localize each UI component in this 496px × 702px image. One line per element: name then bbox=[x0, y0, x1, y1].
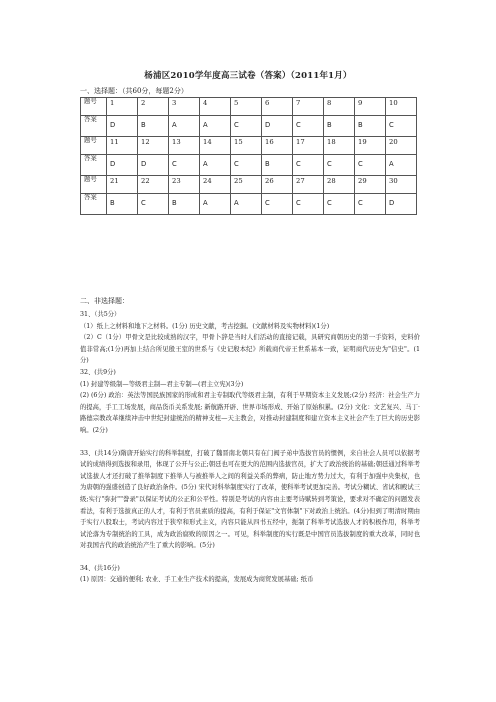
question-number: 16 bbox=[262, 137, 293, 155]
question-number: 5 bbox=[231, 98, 262, 116]
question-number: 22 bbox=[138, 176, 169, 194]
question-number: 6 bbox=[262, 98, 293, 116]
answer-cell: D bbox=[262, 115, 293, 137]
question-number: 27 bbox=[293, 176, 324, 194]
question-number: 8 bbox=[324, 98, 355, 116]
answer-cell: D bbox=[386, 193, 417, 215]
row-header-answer: 答案 bbox=[81, 115, 107, 137]
question-number: 18 bbox=[324, 137, 355, 155]
answer-row bbox=[81, 154, 417, 176]
answer-cell: A bbox=[200, 154, 231, 176]
answer-cell: B bbox=[324, 115, 355, 137]
answer-table bbox=[80, 97, 417, 215]
answer-cell: C bbox=[324, 193, 355, 215]
page-title: 杨浦区2010学年度高三试卷（答案）（2011年1月） bbox=[144, 71, 352, 81]
section1-heading: 一、选择题：（共60分，每题2分） bbox=[80, 87, 188, 95]
question-number: 14 bbox=[200, 137, 231, 155]
answer-cell: D bbox=[107, 154, 138, 176]
q34-part1: (1) 原因：交通的便利; 农业、手工业生产技术的提高，发展成为商贸发展基础; 纸币 bbox=[80, 576, 314, 584]
answer-cell: C bbox=[169, 154, 200, 176]
question-number-row bbox=[81, 98, 417, 116]
answer-cell: B bbox=[262, 154, 293, 176]
question-number: 12 bbox=[138, 137, 169, 155]
question-number: 24 bbox=[200, 176, 231, 194]
section2-heading: 二、非选择题： bbox=[80, 297, 129, 305]
row-header-question: 题号 bbox=[81, 137, 107, 155]
question-number: 29 bbox=[355, 176, 386, 194]
answer-row bbox=[81, 115, 417, 137]
question-number: 10 bbox=[386, 98, 417, 116]
question-number-row bbox=[81, 137, 417, 155]
answer-cell: A bbox=[386, 154, 417, 176]
question-number: 25 bbox=[231, 176, 262, 194]
question-number: 17 bbox=[293, 137, 324, 155]
answer-cell: B bbox=[355, 115, 386, 137]
q31-part2: （2）C（1分）甲骨文是比较成熟的汉字，甲骨卜辞是当时人们活动的直接记载，具研究商朝历史的第一手资料，史料价值非常高;(1分)再加上结合所见殷王室的世系与《史记殷本纪》所载商代帝王世系基本一致，证明商代历史为"信史"。(1分) bbox=[80, 334, 420, 365]
answer-row bbox=[81, 193, 417, 215]
answer-cell: C bbox=[293, 193, 324, 215]
answer-cell: C bbox=[231, 115, 262, 137]
answer-cell: B bbox=[138, 115, 169, 137]
question-number: 13 bbox=[169, 137, 200, 155]
question-number: 15 bbox=[231, 137, 262, 155]
answer-cell: C bbox=[293, 154, 324, 176]
question-number: 4 bbox=[200, 98, 231, 116]
answer-cell: B bbox=[107, 193, 138, 215]
answer-cell: A bbox=[200, 193, 231, 215]
q34-heading: 34、(共16分) bbox=[80, 564, 120, 572]
answer-cell: C bbox=[138, 193, 169, 215]
question-number: 1 bbox=[107, 98, 138, 116]
answer-cell: C bbox=[355, 193, 386, 215]
question-number: 2 bbox=[138, 98, 169, 116]
question-number-row bbox=[81, 176, 417, 194]
question-number: 3 bbox=[169, 98, 200, 116]
question-number: 30 bbox=[386, 176, 417, 194]
answer-cell: D bbox=[138, 154, 169, 176]
row-header-answer: 答案 bbox=[81, 154, 107, 176]
answer-cell: B bbox=[169, 193, 200, 215]
answer-cell: C bbox=[324, 154, 355, 176]
answer-cell: A bbox=[169, 115, 200, 137]
question-number: 9 bbox=[355, 98, 386, 116]
q32-part2: (2) (6分) 政治：英法等国民族国家的形成和君主专制取代等级君主制，有利于早期资本主义发展;(2分) 经济：社会生产力的提高，手工工场发展，商品货币关系发展; 新航路开辟、世界市场形成、开始了原始积累。(2分) 文化：文艺复兴、马丁·路德宗教改革继续冲击中世纪封建统治的精神支柱—天主教会，对推动封建制度和建立资本主义社会产生了巨大的历史影响。(2分) bbox=[80, 392, 420, 434]
answer-cell: C bbox=[231, 154, 262, 176]
q33-answer: 33、(共14分)隋唐开始实行的科举制度，打破了魏晋南北朝只有在门阀子弟中选拔官员的惯例，来自社会人员可以依据考试的成绩得到选拔和录用，体现了公开与公正;朝廷也可在更大的范围内选拔官员，扩大了政治统治的基础;朝廷通过科举考试选拔人才还打破了推举制度下推举人与被推举人之间的利益关系的弊病，防止地方势力过大，有利于加强中央集权，也为唐朝的强盛创造了良好政治条件。(5分) 宋代对科举制度实行了改革，使科举考试更加完善。考试分糊试、省试和殿试三级;实行"弥封""誊录"以保证考试的公正和公平性。特别是考试的内容由主要考诗赋转到考策论，要求对不确定的问题发表看法，有利于选拔真正的人才，有利于官员素质的提高，有利于保证"文官体制"下对政治上统治。(4分)但到了明清时期由于实行八股取士，考试内容过于狭窄和形式主义，内容只能从四书五经中，扼制了科举考试选拔人才的积极作用，科举考试沦落为专制统治的工具，成为政治腐败的原因之一。可见，科举制度的实行既是中国官员选拔制度的重大改革，同时也对我国古代的政治统治产生了重大的影响。(5分) bbox=[80, 449, 420, 550]
row-header-question: 题号 bbox=[81, 176, 107, 194]
question-number: 11 bbox=[107, 137, 138, 155]
answer-cell: C bbox=[386, 115, 417, 137]
question-number: 20 bbox=[386, 137, 417, 155]
answer-cell: C bbox=[355, 154, 386, 176]
question-number: 19 bbox=[355, 137, 386, 155]
q32-heading: 32、(共9分) bbox=[80, 368, 116, 376]
answer-cell: C bbox=[293, 115, 324, 137]
question-number: 26 bbox=[262, 176, 293, 194]
answer-cell: D bbox=[107, 115, 138, 137]
answer-cell: A bbox=[231, 193, 262, 215]
answer-body bbox=[80, 309, 420, 586]
answer-cell: C bbox=[262, 193, 293, 215]
answer-cell: A bbox=[200, 115, 231, 137]
row-header-answer: 答案 bbox=[81, 193, 107, 215]
q32-part1: (1) 封建等级制—等级君主制—君主专制—(君主立宪)(3分) bbox=[80, 380, 244, 388]
q31-heading: 31、（共5分） bbox=[80, 311, 121, 318]
question-number: 7 bbox=[293, 98, 324, 116]
question-number: 23 bbox=[169, 176, 200, 194]
row-header-question: 题号 bbox=[81, 98, 107, 116]
q31-part1: （1）纸上之材料和地下之材料。(1分) 历史文献，考古挖掘。(文献材料及实物材料)(1分) bbox=[80, 322, 330, 330]
question-number: 28 bbox=[324, 176, 355, 194]
question-number: 21 bbox=[107, 176, 138, 194]
